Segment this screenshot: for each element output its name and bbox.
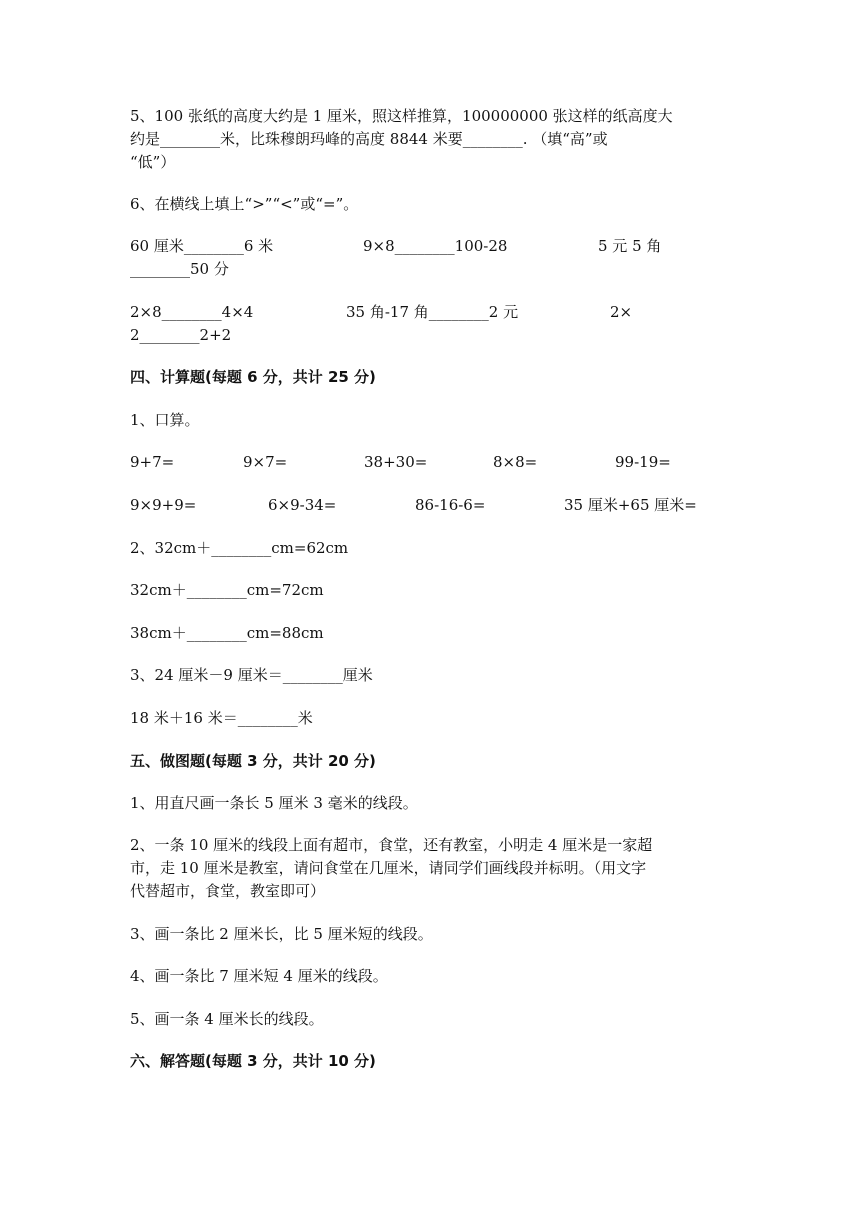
- sec5-q1: 1、用直尺画一条长 5 厘米 3 毫米的线段。: [130, 794, 418, 812]
- sec5-q2-line-3: 代替超市，食堂，教室即可）: [130, 882, 326, 900]
- q6-r1-c3: 5 元 5 角: [598, 237, 662, 255]
- mental-math-item: 9×7=: [243, 453, 288, 471]
- q6-r2-c2: 35 角-17 角________2 元: [346, 303, 519, 321]
- sec4-q3-line: 3、24 厘米－9 厘米＝________厘米: [130, 666, 373, 684]
- mental-math-item: 6×9-34=: [268, 496, 337, 514]
- q5-line-2: 约是________米，比珠穆朗玛峰的高度 8844 米要________. （填“高”或: [130, 130, 608, 148]
- sec4-q2-line: 32cm＋________cm=72cm: [130, 581, 324, 599]
- mental-math-item: 8×8=: [493, 453, 538, 471]
- q6-title: 6、在横线上填上“>”“<”或“=”。: [130, 195, 359, 213]
- mental-math-item: 9+7=: [130, 453, 175, 471]
- q6-r2-c3: 2×: [610, 303, 633, 321]
- sec5-q4: 4、画一条比 7 厘米短 4 厘米的线段。: [130, 967, 388, 985]
- sec5-q5: 5、画一条 4 厘米长的线段。: [130, 1010, 324, 1028]
- q6-r2-c1: 2×8________4×4: [130, 303, 254, 321]
- mental-math-item: 9×9+9=: [130, 496, 197, 514]
- sec4-q2-line: 2、32cm＋________cm=62cm: [130, 539, 349, 557]
- q5-line-1: 5、100 张纸的高度大约是 1 厘米，照这样推算，100000000 张这样的纸高度大: [130, 107, 673, 125]
- section-5-heading: 五、做图题(每题 3 分，共计 20 分): [130, 752, 376, 770]
- section-6-heading: 六、解答题(每题 3 分，共计 10 分): [130, 1052, 376, 1070]
- q6-r1-wrap: ________50 分: [130, 260, 229, 278]
- sec4-q2-line: 38cm＋________cm=88cm: [130, 624, 324, 642]
- sec5-q2-line-1: 2、一条 10 厘米的线段上面有超市，食堂，还有教室，小明走 4 厘米是一家超: [130, 836, 653, 854]
- mental-math-item: 86-16-6=: [415, 496, 486, 514]
- mental-math-item: 35 厘米+65 厘米=: [564, 496, 697, 514]
- sec5-q3: 3、画一条比 2 厘米长，比 5 厘米短的线段。: [130, 925, 433, 943]
- q6-r1-c1: 60 厘米________6 米: [130, 237, 274, 255]
- mental-math-item: 99-19=: [615, 453, 671, 471]
- q5-line-3: “低”）: [130, 153, 176, 171]
- sec5-q2-line-2: 市，走 10 厘米是教室，请问食堂在几厘米，请同学们画线段并标明。（用文字: [130, 859, 647, 877]
- q6-r1-c2: 9×8________100-28: [363, 237, 508, 255]
- sec4-q1-title: 1、口算。: [130, 411, 200, 429]
- section-4-heading: 四、计算题(每题 6 分，共计 25 分): [130, 368, 376, 386]
- mental-math-item: 38+30=: [364, 453, 428, 471]
- q6-r2-wrap: 2________2+2: [130, 326, 232, 344]
- sec4-q3-line: 18 米＋16 米＝________米: [130, 709, 313, 727]
